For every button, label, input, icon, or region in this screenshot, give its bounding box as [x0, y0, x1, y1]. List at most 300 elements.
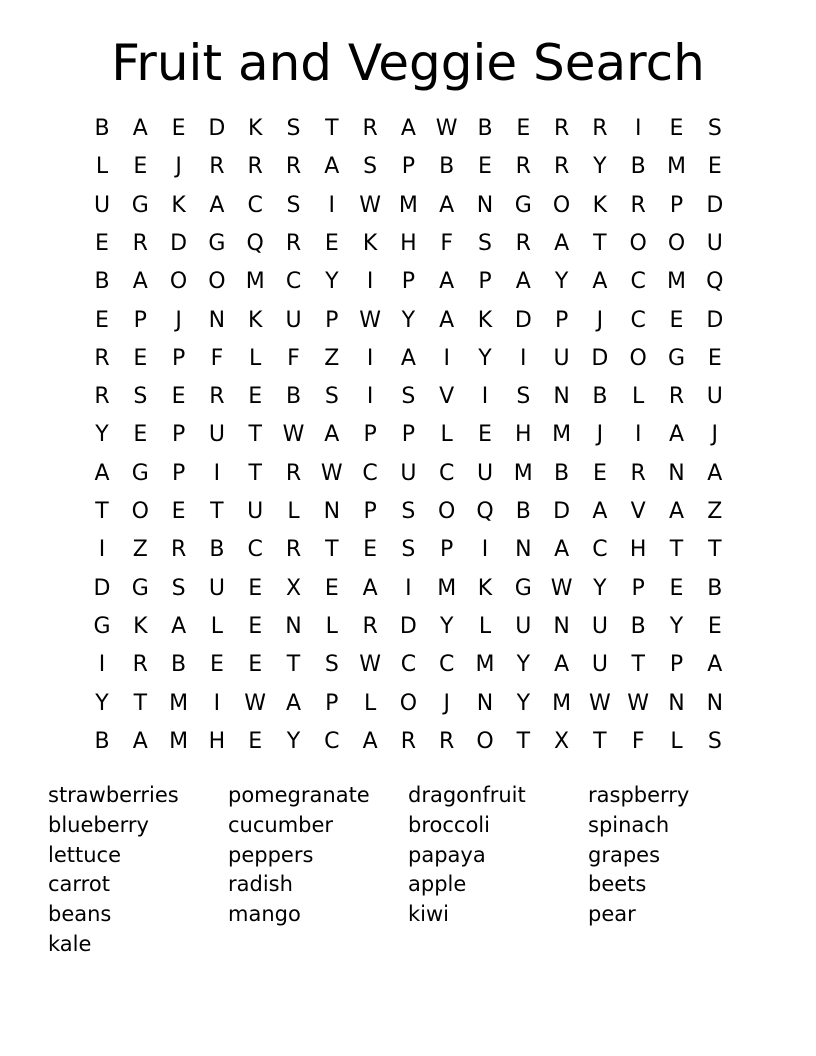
grid-letter[interactable]: N: [476, 192, 494, 218]
grid-letter[interactable]: O: [208, 269, 226, 295]
grid-letter[interactable]: T: [669, 537, 684, 563]
grid-letter[interactable]: M: [667, 154, 686, 180]
grid-letter[interactable]: N: [515, 537, 532, 563]
grid-letter[interactable]: U: [285, 307, 302, 333]
grid-letter[interactable]: B: [630, 613, 646, 639]
grid-letter[interactable]: R: [247, 154, 263, 180]
grid-letter[interactable]: R: [515, 154, 531, 180]
grid-letter[interactable]: K: [477, 575, 493, 601]
grid-letter[interactable]: R: [592, 116, 608, 141]
grid-letter[interactable]: R: [132, 652, 148, 678]
grid-letter[interactable]: Y: [593, 575, 607, 601]
grid-letter[interactable]: T: [593, 230, 607, 256]
grid-letter[interactable]: E: [248, 652, 263, 678]
grid-letter[interactable]: U: [706, 384, 723, 410]
grid-letter[interactable]: F: [440, 230, 454, 256]
grid-letter[interactable]: N: [476, 690, 494, 716]
grid-letter[interactable]: A: [554, 652, 570, 678]
grid-letter[interactable]: R: [209, 384, 225, 410]
grid-letter[interactable]: Y: [95, 422, 109, 448]
grid-letter[interactable]: J: [175, 154, 182, 180]
grid-letter[interactable]: U: [208, 575, 225, 601]
grid-letter[interactable]: B: [554, 460, 570, 486]
grid-letter[interactable]: A: [324, 154, 340, 180]
grid-letter[interactable]: A: [285, 690, 302, 716]
grid-letter[interactable]: Y: [95, 690, 109, 716]
grid-letter[interactable]: B: [592, 384, 608, 410]
grid-letter[interactable]: S: [324, 384, 339, 410]
grid-letter[interactable]: E: [478, 154, 492, 180]
grid-letter[interactable]: E: [171, 116, 186, 141]
grid-letter[interactable]: O: [169, 269, 188, 295]
grid-letter[interactable]: D: [399, 613, 417, 639]
grid-letter[interactable]: A: [324, 422, 340, 448]
grid-letter[interactable]: D: [170, 230, 188, 256]
grid-letter[interactable]: Z: [707, 499, 723, 524]
grid-letter[interactable]: U: [706, 230, 723, 256]
grid-letter[interactable]: I: [405, 575, 412, 601]
grid-letter[interactable]: G: [131, 575, 149, 601]
grid-letter[interactable]: A: [171, 613, 187, 639]
grid-letter[interactable]: E: [363, 537, 378, 563]
grid-letter[interactable]: E: [171, 499, 186, 524]
grid-letter[interactable]: K: [247, 307, 263, 333]
grid-letter[interactable]: R: [94, 384, 110, 410]
grid-letter[interactable]: I: [634, 116, 642, 141]
grid-letter[interactable]: K: [133, 613, 148, 639]
grid-letter[interactable]: E: [592, 460, 607, 486]
grid-letter[interactable]: P: [669, 652, 684, 678]
grid-letter[interactable]: Y: [286, 728, 301, 754]
grid-letter[interactable]: Y: [325, 269, 339, 295]
grid-letter[interactable]: J: [596, 422, 604, 448]
grid-letter[interactable]: B: [515, 499, 531, 524]
grid-letter[interactable]: F: [631, 728, 645, 754]
grid-letter[interactable]: I: [366, 384, 374, 410]
grid-letter[interactable]: M: [552, 690, 572, 716]
grid-letter[interactable]: J: [596, 307, 604, 333]
grid-letter[interactable]: K: [362, 230, 378, 256]
grid-letter[interactable]: I: [98, 537, 106, 563]
word-list-item: pear: [588, 902, 636, 927]
grid-letter[interactable]: G: [514, 192, 532, 218]
grid-letter[interactable]: I: [98, 652, 106, 678]
grid-letter[interactable]: P: [325, 690, 339, 716]
grid-letter[interactable]: E: [669, 307, 684, 333]
grid-letter[interactable]: E: [707, 613, 722, 639]
grid-letter[interactable]: U: [515, 613, 532, 639]
grid-letter[interactable]: A: [400, 345, 416, 371]
grid-letter[interactable]: U: [591, 613, 608, 639]
grid-letter[interactable]: T: [516, 728, 531, 754]
grid-letter[interactable]: A: [707, 460, 723, 486]
grid-letter[interactable]: I: [328, 192, 336, 218]
grid-letter[interactable]: D: [93, 575, 111, 601]
grid-letter[interactable]: E: [133, 422, 148, 448]
grid-letter[interactable]: T: [210, 499, 224, 524]
grid-letter[interactable]: C: [362, 460, 378, 486]
grid-letter[interactable]: W: [359, 307, 381, 333]
grid-letter[interactable]: W: [244, 690, 267, 716]
grid-letter[interactable]: E: [248, 728, 263, 754]
grid-letter[interactable]: R: [439, 728, 455, 754]
grid-letter[interactable]: L: [363, 690, 377, 716]
grid-letter[interactable]: K: [592, 192, 608, 218]
word-list-item: blueberry: [48, 812, 149, 837]
grid-letter[interactable]: W: [359, 652, 381, 678]
grid-letter[interactable]: B: [209, 537, 225, 563]
grid-letter[interactable]: U: [247, 499, 264, 524]
grid-letter[interactable]: A: [94, 460, 110, 486]
word-list-item: beans: [48, 902, 112, 927]
grid-letter[interactable]: T: [248, 422, 262, 448]
grid-letter[interactable]: A: [132, 269, 148, 295]
grid-letter[interactable]: B: [439, 154, 455, 180]
grid-letter[interactable]: Q: [706, 269, 724, 295]
grid-letter[interactable]: L: [632, 384, 645, 410]
grid-letter[interactable]: T: [325, 116, 339, 141]
grid-letter[interactable]: E: [133, 345, 148, 371]
grid-letter[interactable]: T: [593, 728, 607, 754]
grid-letter[interactable]: B: [285, 384, 302, 410]
grid-letter[interactable]: B: [94, 116, 110, 141]
grid-letter[interactable]: A: [668, 499, 685, 524]
grid-letter[interactable]: R: [515, 230, 531, 256]
grid-letter[interactable]: A: [554, 230, 570, 256]
grid-letter[interactable]: L: [249, 345, 262, 371]
grid-letter[interactable]: A: [707, 652, 723, 678]
grid-letter[interactable]: C: [324, 728, 340, 754]
grid-letter[interactable]: R: [285, 154, 302, 180]
word-list-item: grapes: [588, 842, 661, 867]
grid-letter[interactable]: Y: [401, 307, 416, 333]
grid-letter[interactable]: E: [248, 613, 263, 639]
grid-letter[interactable]: C: [630, 269, 646, 295]
grid-letter[interactable]: E: [95, 230, 109, 256]
grid-letter[interactable]: V: [630, 499, 646, 524]
grid-letter[interactable]: P: [171, 422, 186, 448]
grid-letter[interactable]: L: [670, 728, 683, 754]
grid-letter[interactable]: H: [629, 537, 647, 563]
grid-letter[interactable]: S: [707, 116, 722, 141]
grid-letter[interactable]: E: [516, 116, 531, 141]
grid-letter[interactable]: A: [132, 116, 148, 141]
grid-letter[interactable]: P: [171, 345, 186, 371]
grid-letter[interactable]: F: [210, 345, 224, 371]
grid-letter[interactable]: C: [439, 652, 455, 678]
grid-letter[interactable]: S: [363, 154, 378, 180]
grid-letter[interactable]: C: [247, 537, 263, 563]
grid-letter[interactable]: M: [437, 575, 457, 601]
grid-letter[interactable]: U: [208, 422, 225, 448]
grid-letter[interactable]: D: [706, 307, 724, 333]
grid-letter[interactable]: D: [208, 116, 226, 141]
grid-letter[interactable]: M: [398, 192, 418, 218]
grid-letter[interactable]: T: [708, 537, 722, 563]
grid-letter[interactable]: G: [93, 613, 111, 639]
grid-letter[interactable]: N: [668, 690, 685, 716]
grid-letter[interactable]: P: [363, 422, 377, 448]
grid-letter[interactable]: P: [401, 422, 416, 448]
grid-letter[interactable]: O: [131, 499, 149, 524]
grid-letter[interactable]: S: [133, 384, 148, 410]
grid-letter[interactable]: D: [514, 307, 532, 333]
grid-letter[interactable]: I: [366, 269, 374, 295]
grid-letter[interactable]: Y: [516, 652, 531, 678]
grid-letter[interactable]: P: [171, 460, 186, 486]
grid-letter[interactable]: M: [552, 422, 572, 448]
grid-letter[interactable]: R: [630, 192, 646, 218]
grid-letter[interactable]: M: [169, 728, 189, 754]
grid-letter[interactable]: E: [324, 230, 339, 256]
grid-letter[interactable]: V: [439, 384, 455, 410]
grid-letter[interactable]: M: [667, 269, 686, 295]
grid-letter[interactable]: U: [93, 192, 111, 218]
grid-letter[interactable]: H: [400, 230, 417, 256]
grid-letter[interactable]: W: [282, 422, 305, 448]
word-list-item: kale: [48, 932, 92, 956]
grid-letter[interactable]: G: [667, 345, 686, 371]
grid-letter[interactable]: M: [475, 652, 495, 678]
grid-letter[interactable]: N: [553, 613, 570, 639]
grid-letter[interactable]: B: [477, 116, 493, 141]
grid-letter[interactable]: D: [591, 345, 609, 371]
grid-letter[interactable]: W: [589, 690, 611, 716]
grid-letter[interactable]: E: [324, 575, 339, 601]
grid-letter[interactable]: Z: [132, 537, 148, 563]
grid-letter[interactable]: W: [627, 690, 650, 716]
grid-letter[interactable]: T: [286, 652, 301, 678]
grid-letter[interactable]: Y: [554, 269, 569, 295]
grid-letter[interactable]: N: [668, 460, 685, 486]
grid-letter[interactable]: B: [94, 728, 110, 754]
grid-letter[interactable]: U: [400, 460, 417, 486]
grid-letter[interactable]: O: [629, 230, 647, 256]
grid-letter[interactable]: P: [401, 269, 416, 295]
grid-letter[interactable]: Y: [439, 613, 454, 639]
grid-letter[interactable]: P: [669, 192, 684, 218]
grid-letter[interactable]: A: [209, 192, 225, 218]
grid-letter[interactable]: U: [476, 460, 494, 486]
grid-letter[interactable]: E: [669, 575, 684, 601]
grid-letter[interactable]: T: [631, 652, 645, 678]
grid-letter[interactable]: P: [554, 307, 569, 333]
grid-letter[interactable]: B: [171, 652, 187, 678]
grid-letter[interactable]: R: [285, 230, 302, 256]
grid-letter[interactable]: J: [711, 422, 719, 448]
grid-letter[interactable]: S: [516, 384, 531, 410]
grid-letter[interactable]: D: [706, 192, 724, 218]
grid-letter[interactable]: W: [435, 116, 458, 141]
grid-letter[interactable]: A: [592, 499, 608, 524]
grid-letter[interactable]: G: [131, 192, 149, 218]
grid-letter[interactable]: Q: [476, 499, 494, 524]
grid-letter[interactable]: Z: [324, 345, 340, 371]
grid-letter[interactable]: E: [171, 384, 186, 410]
grid-letter[interactable]: Y: [593, 154, 607, 180]
grid-letter[interactable]: Q: [246, 230, 264, 256]
grid-letter[interactable]: P: [478, 269, 492, 295]
grid-letter[interactable]: O: [399, 690, 418, 716]
grid-letter[interactable]: R: [285, 537, 302, 563]
grid-letter[interactable]: S: [171, 575, 186, 601]
grid-letter[interactable]: A: [439, 192, 455, 218]
grid-letter[interactable]: W: [550, 575, 573, 601]
grid-letter[interactable]: G: [131, 460, 149, 486]
grid-letter[interactable]: S: [401, 384, 416, 410]
grid-letter[interactable]: L: [95, 154, 109, 180]
grid-letter[interactable]: P: [325, 307, 339, 333]
grid-letter[interactable]: A: [362, 728, 378, 754]
grid-letter[interactable]: R: [285, 460, 302, 486]
grid-letter[interactable]: L: [440, 422, 453, 448]
grid-letter[interactable]: H: [208, 728, 226, 754]
grid-letter[interactable]: A: [439, 307, 455, 333]
grid-letter[interactable]: A: [592, 269, 608, 295]
grid-letter[interactable]: R: [170, 537, 187, 563]
grid-letter[interactable]: A: [554, 537, 570, 563]
grid-letter[interactable]: C: [630, 307, 646, 333]
grid-letter[interactable]: B: [707, 575, 723, 601]
grid-letter[interactable]: R: [209, 154, 225, 180]
grid-letter[interactable]: A: [668, 422, 685, 448]
grid-letter[interactable]: E: [669, 116, 684, 141]
grid-letter[interactable]: I: [481, 537, 489, 563]
grid-letter[interactable]: N: [706, 690, 724, 716]
grid-letter[interactable]: G: [514, 575, 532, 601]
grid-letter[interactable]: S: [478, 230, 492, 256]
grid-letter[interactable]: S: [324, 652, 339, 678]
grid-letter[interactable]: E: [248, 384, 263, 410]
grid-letter[interactable]: E: [209, 652, 224, 678]
grid-letter[interactable]: M: [169, 690, 189, 716]
grid-letter[interactable]: A: [439, 269, 455, 295]
grid-letter[interactable]: S: [286, 192, 301, 218]
grid-letter[interactable]: B: [630, 154, 646, 180]
grid-letter[interactable]: U: [591, 652, 608, 678]
grid-letter[interactable]: A: [400, 116, 416, 141]
grid-letter[interactable]: D: [553, 499, 571, 524]
grid-letter[interactable]: X: [554, 728, 570, 754]
grid-letter[interactable]: R: [400, 728, 417, 754]
grid-letter[interactable]: I: [443, 345, 450, 371]
grid-letter[interactable]: M: [513, 460, 533, 486]
grid-letter[interactable]: C: [247, 192, 263, 218]
grid-letter[interactable]: Y: [478, 345, 492, 371]
grid-letter[interactable]: N: [208, 307, 226, 333]
grid-letter[interactable]: L: [287, 499, 300, 524]
grid-letter[interactable]: L: [210, 613, 224, 639]
grid-letter[interactable]: R: [553, 154, 570, 180]
grid-letter[interactable]: S: [707, 728, 722, 754]
grid-letter[interactable]: J: [443, 690, 450, 716]
grid-letter[interactable]: O: [438, 499, 456, 524]
grid-letter[interactable]: O: [667, 230, 686, 256]
grid-letter[interactable]: R: [132, 230, 148, 256]
grid-letter[interactable]: P: [631, 575, 645, 601]
grid-letter[interactable]: I: [366, 345, 374, 371]
grid-letter[interactable]: O: [629, 345, 647, 371]
grid-letter[interactable]: R: [362, 116, 378, 141]
grid-letter[interactable]: S: [401, 499, 416, 524]
grid-letter[interactable]: C: [439, 460, 455, 486]
grid-letter[interactable]: T: [95, 499, 109, 524]
grid-letter[interactable]: L: [478, 613, 492, 639]
grid-letter[interactable]: P: [363, 499, 377, 524]
grid-letter[interactable]: K: [477, 307, 493, 333]
grid-letter[interactable]: P: [440, 537, 454, 563]
grid-letter[interactable]: U: [553, 345, 570, 371]
grid-letter[interactable]: S: [401, 537, 416, 563]
grid-letter[interactable]: N: [285, 613, 302, 639]
grid-letter[interactable]: J: [175, 307, 182, 333]
grid-letter[interactable]: E: [707, 154, 722, 180]
grid-letter[interactable]: E: [707, 345, 722, 371]
grid-letter[interactable]: T: [325, 537, 339, 563]
grid-letter[interactable]: I: [520, 345, 527, 371]
grid-letter[interactable]: A: [515, 269, 531, 295]
grid-letter[interactable]: Y: [516, 690, 531, 716]
grid-letter[interactable]: I: [481, 384, 489, 410]
grid-letter[interactable]: N: [553, 384, 570, 410]
grid-letter[interactable]: G: [208, 230, 226, 256]
grid-letter[interactable]: R: [630, 460, 646, 486]
page-title: Fruit and Veggie Search: [111, 34, 705, 92]
grid-letter[interactable]: S: [286, 116, 301, 141]
grid-letter[interactable]: K: [247, 116, 263, 141]
grid-letter[interactable]: I: [213, 690, 221, 716]
grid-letter[interactable]: B: [94, 269, 110, 295]
grid-letter[interactable]: F: [287, 345, 300, 371]
grid-letter[interactable]: L: [325, 613, 338, 639]
grid-letter[interactable]: R: [668, 384, 685, 410]
grid-letter[interactable]: X: [285, 575, 302, 601]
word-list-item: beets: [588, 872, 647, 897]
grid-letter[interactable]: N: [323, 499, 341, 524]
grid-letter[interactable]: E: [478, 422, 492, 448]
grid-letter[interactable]: E: [248, 575, 263, 601]
grid-letter[interactable]: W: [320, 460, 343, 486]
word-list-item: kiwi: [408, 902, 450, 927]
grid-letter[interactable]: O: [476, 728, 494, 754]
grid-letter[interactable]: R: [553, 116, 570, 141]
grid-letter[interactable]: C: [285, 269, 302, 295]
grid-letter[interactable]: E: [133, 154, 148, 180]
grid-letter[interactable]: T: [133, 690, 148, 716]
grid-letter[interactable]: I: [213, 460, 221, 486]
grid-letter[interactable]: P: [133, 307, 147, 333]
grid-letter[interactable]: O: [552, 192, 571, 218]
grid-letter[interactable]: C: [592, 537, 608, 563]
grid-letter[interactable]: A: [362, 575, 378, 601]
grid-letter[interactable]: Y: [669, 613, 684, 639]
grid-letter[interactable]: M: [245, 269, 265, 295]
grid-letter[interactable]: C: [400, 652, 417, 678]
grid-letter[interactable]: P: [401, 154, 416, 180]
grid-letter[interactable]: R: [362, 613, 378, 639]
grid-letter[interactable]: A: [132, 728, 148, 754]
grid-letter[interactable]: K: [171, 192, 186, 218]
grid-letter[interactable]: W: [359, 192, 381, 218]
word-list-item: strawberries: [48, 783, 179, 807]
grid-letter[interactable]: T: [248, 460, 262, 486]
grid-letter[interactable]: R: [94, 345, 110, 371]
grid-letter[interactable]: I: [634, 422, 642, 448]
grid-letter[interactable]: E: [95, 307, 109, 333]
word-list-item: mango: [228, 902, 301, 927]
grid-letter[interactable]: H: [515, 422, 532, 448]
word-list-item: peppers: [228, 842, 314, 867]
